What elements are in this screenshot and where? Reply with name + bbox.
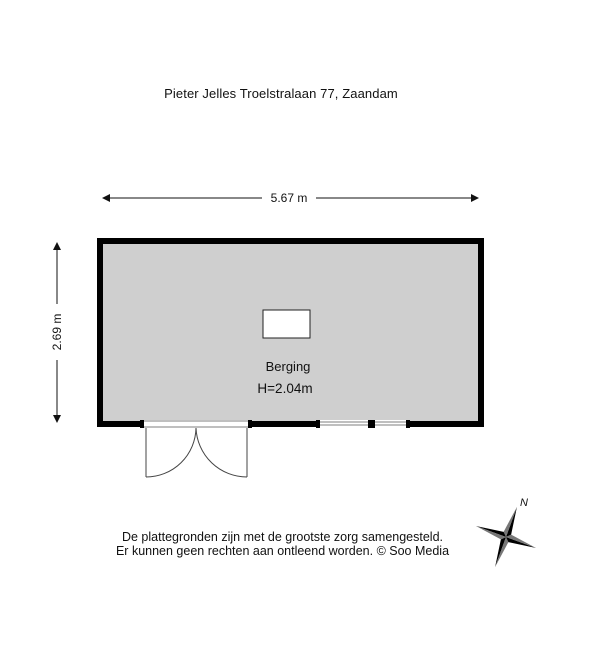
disclaimer [95, 530, 470, 558]
depth-dimension [50, 243, 64, 422]
skylight [263, 310, 310, 338]
compass-rose-icon [465, 496, 547, 578]
double-door [146, 428, 247, 477]
north-label: N [520, 497, 528, 509]
room-berging [97, 238, 484, 477]
disclaimer-line-1: De plattegronden zijn met de grootste zorg samengesteld. [121, 530, 444, 544]
room-name: Berging [265, 359, 311, 374]
width-label: 5.67 m [270, 191, 308, 205]
room-height: H=2.04m [257, 381, 313, 396]
disclaimer-line-2: Er kunnen geen rechten aan ontleend worden. © Soo Media [115, 544, 450, 558]
depth-label: 2.69 m [50, 313, 64, 351]
window-opening [316, 420, 410, 428]
width-dimension [103, 191, 478, 205]
address-title: Pieter Jelles Troelstralaan 77, Zaandam [164, 86, 398, 101]
